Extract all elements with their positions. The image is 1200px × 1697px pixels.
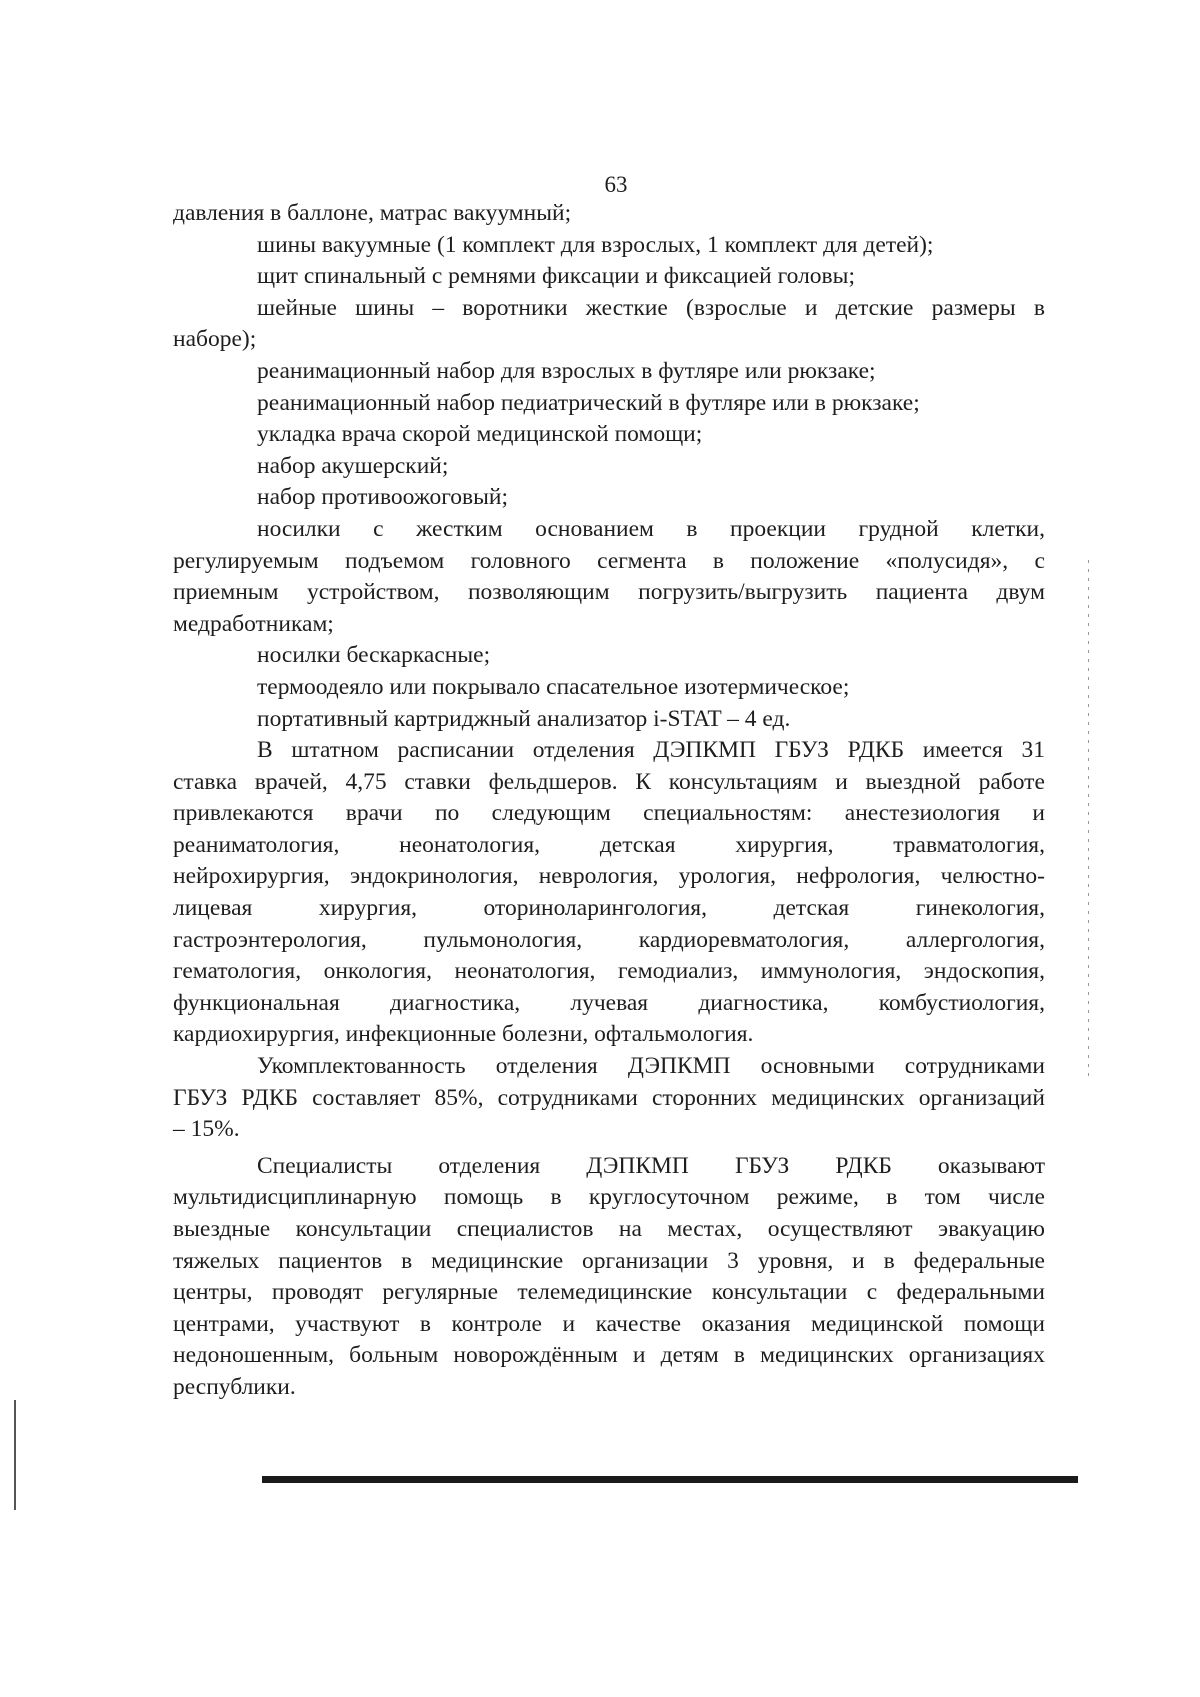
word: консультации xyxy=(711,1279,848,1306)
word: медицинской xyxy=(810,1310,944,1337)
word: В xyxy=(257,737,273,764)
word: оказывают xyxy=(937,1152,1045,1179)
word: (взрослые xyxy=(686,294,787,321)
word: лицевая xyxy=(173,895,253,922)
equipment-item-justified xyxy=(173,293,1045,325)
word: расписании xyxy=(397,737,515,764)
word: детская xyxy=(599,831,676,858)
word: ставка xyxy=(173,768,238,795)
word: иммунология, xyxy=(760,958,902,985)
word: в xyxy=(733,1342,745,1369)
word: пульмонология, xyxy=(423,926,583,953)
word: гинекология, xyxy=(915,895,1045,922)
word: – xyxy=(432,294,445,321)
word: режиме, xyxy=(776,1184,859,1211)
word: 85%, xyxy=(434,1084,484,1111)
word: сегмента xyxy=(597,547,687,574)
word: кардиоревматология, xyxy=(638,926,850,953)
word: работе xyxy=(978,768,1045,795)
word: проводят xyxy=(271,1279,364,1306)
text-line-justified xyxy=(173,893,1045,925)
word: регулируемым xyxy=(173,547,319,574)
word: специальностям: xyxy=(643,800,813,827)
word: федеральными xyxy=(896,1279,1045,1306)
word: организаций xyxy=(918,1084,1045,1111)
equipment-item-justified xyxy=(173,514,1045,546)
word: позволяющим xyxy=(467,579,610,606)
word: эндоскопия, xyxy=(923,958,1045,985)
scan-edge-mark xyxy=(1088,560,1089,1080)
text-line: медработникам; xyxy=(173,610,334,637)
word: круглосуточном xyxy=(588,1184,750,1211)
body-text xyxy=(173,198,1045,1404)
word: головного xyxy=(470,547,571,574)
word: выездной xyxy=(865,768,961,795)
paragraph-first-line xyxy=(173,735,1045,767)
word: медицинских xyxy=(760,1342,894,1369)
word: оказания xyxy=(701,1310,791,1337)
word: сотрудниками xyxy=(497,1084,638,1111)
word: неонатология, xyxy=(399,831,541,858)
word: отделения xyxy=(438,1152,541,1179)
word: детская xyxy=(773,895,850,922)
word: в xyxy=(883,1247,895,1274)
word: в xyxy=(886,1184,898,1211)
word: двум xyxy=(996,579,1045,606)
equipment-item: щит спинальный с ремнями фиксации и фиксацией головы; xyxy=(257,263,855,290)
word: эвакуацию xyxy=(938,1216,1045,1242)
word: и xyxy=(1032,800,1045,827)
word: пациента xyxy=(875,579,968,606)
word: гемодиализ, xyxy=(617,958,739,985)
word: гастроэнтерология, xyxy=(173,926,367,953)
word: с xyxy=(373,515,384,542)
word: сторонних xyxy=(651,1084,758,1111)
word: проекции xyxy=(730,515,826,542)
word: Специалисты xyxy=(257,1152,393,1179)
word: в xyxy=(686,515,698,542)
word: ДЭПКМП xyxy=(627,1053,731,1080)
scan-edge-mark xyxy=(14,1400,16,1510)
word: ГБУЗ xyxy=(734,1152,790,1179)
word: основанием xyxy=(535,515,654,542)
word: травматология, xyxy=(893,831,1045,858)
text-line-justified xyxy=(173,1182,1045,1214)
text-line-justified xyxy=(173,1083,1045,1115)
word: анестезиология xyxy=(844,800,1001,827)
word: нейрохирургия, xyxy=(173,863,330,890)
word: консультациям xyxy=(668,768,818,795)
word: челюстно- xyxy=(940,863,1045,890)
word: детские xyxy=(835,294,914,321)
word: РДКБ xyxy=(241,1084,299,1111)
word: привлекаются xyxy=(173,800,314,827)
word: и xyxy=(852,1247,865,1274)
word: ГБУЗ xyxy=(774,737,829,764)
word: следующим xyxy=(491,800,611,827)
word: контроле xyxy=(451,1310,542,1337)
word: сотрудниками xyxy=(904,1053,1045,1080)
word: шины xyxy=(355,294,415,321)
equipment-item: реанимационный набор педиатрический в футляре или в рюкзаке; xyxy=(257,389,920,416)
word: лучевая xyxy=(570,989,649,1016)
word: телемедицинские xyxy=(517,1279,693,1306)
word: функциональная xyxy=(173,989,340,1016)
word: качестве xyxy=(595,1310,682,1337)
word: положение xyxy=(750,547,860,574)
text-line-justified xyxy=(173,1277,1045,1309)
word: отделения xyxy=(532,737,635,764)
word: детям xyxy=(660,1342,719,1369)
word: ДЭПКМП xyxy=(586,1152,689,1179)
word: ДЭПКМП xyxy=(653,737,756,764)
word: отделения xyxy=(495,1053,598,1080)
word: выездные xyxy=(173,1216,271,1242)
text-line-justified xyxy=(173,1214,1045,1246)
word: грудной xyxy=(858,515,939,542)
word: РДКБ xyxy=(847,737,905,764)
word: комбустиология, xyxy=(878,989,1045,1016)
equipment-item: шины вакуумные (1 комплект для взрослых, 1 комплект для детей); xyxy=(257,231,934,258)
word: клетки, xyxy=(971,515,1045,542)
word: ГБУЗ xyxy=(173,1084,228,1111)
word: имеется xyxy=(922,737,1003,764)
word: и xyxy=(632,1342,646,1369)
word: и xyxy=(804,294,818,321)
text-line: давления в баллоне, матрас вакуумный; xyxy=(173,200,572,226)
text-line-justified xyxy=(173,577,1045,609)
word: и xyxy=(562,1310,576,1337)
text-line: кардиохирургия, инфекционные болезни, офтальмология. xyxy=(173,1021,754,1048)
word: пациентов xyxy=(278,1247,383,1274)
equipment-item: реанимационный набор для взрослых в футляре или рюкзаке; xyxy=(257,357,876,384)
word: устройством, xyxy=(306,579,440,606)
word: центры, xyxy=(173,1279,253,1306)
word: новорождённым xyxy=(453,1342,618,1369)
text-line-justified xyxy=(173,798,1045,830)
word: эндокринология, xyxy=(349,863,519,890)
text-line-justified xyxy=(173,956,1045,988)
word: числе xyxy=(987,1184,1045,1211)
bottom-rule xyxy=(262,1476,1078,1483)
word: урология, xyxy=(678,863,776,890)
word: осуществляют xyxy=(767,1216,913,1242)
page-number: 63 xyxy=(604,172,628,197)
word: приемным xyxy=(173,579,279,606)
text-line-justified xyxy=(173,1340,1045,1372)
word: аллергология, xyxy=(905,926,1045,953)
word: врачи xyxy=(345,800,403,827)
word: мультидисциплинарную xyxy=(173,1184,417,1211)
equipment-item: набор акушерский; xyxy=(257,452,449,479)
word: по xyxy=(434,800,460,827)
word: неврология, xyxy=(538,863,659,890)
paragraph-first-line xyxy=(173,1051,1045,1083)
word: жестким xyxy=(416,515,503,542)
text-line-justified xyxy=(173,1309,1045,1341)
word: неонатология, xyxy=(454,958,596,985)
word: с xyxy=(866,1279,878,1306)
word: центрами, xyxy=(173,1310,275,1337)
word: в xyxy=(712,547,724,574)
word: носилки xyxy=(257,515,341,542)
equipment-item: носилки бескаркасные; xyxy=(257,642,491,669)
word: ставки xyxy=(404,768,471,795)
text-line: – 15%. xyxy=(173,1116,240,1143)
equipment-item: термоодеяло или покрывало спасательное изотермическое; xyxy=(257,673,850,700)
word: организациях xyxy=(908,1342,1045,1369)
word: гематология, xyxy=(173,958,302,985)
word: фельдшеров. xyxy=(488,768,618,795)
word: организации xyxy=(582,1247,709,1274)
equipment-item: набор противоожоговый; xyxy=(257,484,508,511)
word: уровня, xyxy=(757,1247,834,1274)
text-line-justified xyxy=(173,988,1045,1020)
word: шейные xyxy=(257,294,337,321)
paragraph-first-line xyxy=(173,1151,1045,1183)
equipment-item: портативный картриджный анализатор i-STAT – 4 ед. xyxy=(257,705,791,732)
word: и xyxy=(835,768,848,795)
text-line-justified xyxy=(173,1246,1045,1278)
word: регулярные xyxy=(382,1279,499,1306)
word: 31 xyxy=(1021,737,1045,764)
word: консультации xyxy=(295,1216,432,1242)
word: штатном xyxy=(291,737,379,764)
word: подъемом xyxy=(345,547,445,574)
word: хирургия, xyxy=(735,831,834,858)
word: медицинских xyxy=(771,1084,905,1111)
word: нефрология, xyxy=(796,863,921,890)
word: К xyxy=(635,768,652,795)
text-line-justified xyxy=(173,767,1045,799)
word: том xyxy=(924,1184,961,1211)
text-line-justified xyxy=(173,546,1045,578)
word: в xyxy=(550,1184,562,1211)
text-line: республики. xyxy=(173,1373,296,1400)
word: диагностика, xyxy=(698,989,829,1016)
word: «полусидя», xyxy=(885,547,1009,574)
text-line-justified xyxy=(173,925,1045,957)
text-line-justified xyxy=(173,861,1045,893)
word: составляет xyxy=(312,1084,421,1111)
word: помощи xyxy=(963,1310,1045,1337)
word: 3 xyxy=(727,1247,739,1274)
word: диагностика, xyxy=(389,989,521,1016)
word: в xyxy=(401,1247,413,1274)
word: в xyxy=(419,1310,432,1337)
word: на xyxy=(618,1216,642,1242)
word: Укомплектованность xyxy=(257,1053,466,1080)
word: 4,75 xyxy=(345,768,387,795)
word: местах, xyxy=(667,1216,743,1242)
equipment-item: укладка врача скорой медицинской помощи; xyxy=(257,421,703,448)
word: реаниматология, xyxy=(173,831,340,858)
text-line: наборе); xyxy=(173,326,257,353)
word: участвуют xyxy=(295,1310,400,1337)
word: с xyxy=(1034,547,1045,574)
word: специалистов xyxy=(456,1216,594,1242)
word: в xyxy=(1033,294,1045,321)
word: врачей, xyxy=(254,768,328,795)
word: недоношенным, xyxy=(173,1342,334,1369)
word: основными xyxy=(760,1053,875,1080)
word: федеральные xyxy=(913,1247,1045,1274)
word: медицинские xyxy=(431,1247,564,1274)
word: тяжелых xyxy=(173,1247,260,1274)
word: РДКБ xyxy=(835,1152,892,1179)
text-line-justified xyxy=(173,830,1045,862)
word: оториноларингология, xyxy=(483,895,707,922)
word: жесткие xyxy=(585,294,668,321)
word: помощь xyxy=(443,1184,524,1211)
word: больным xyxy=(349,1342,439,1369)
word: хирургия, xyxy=(318,895,418,922)
word: воротники xyxy=(462,294,568,321)
word: онкология, xyxy=(323,958,432,985)
word: погрузить/выгрузить xyxy=(638,579,848,606)
word: размеры xyxy=(931,294,1016,321)
